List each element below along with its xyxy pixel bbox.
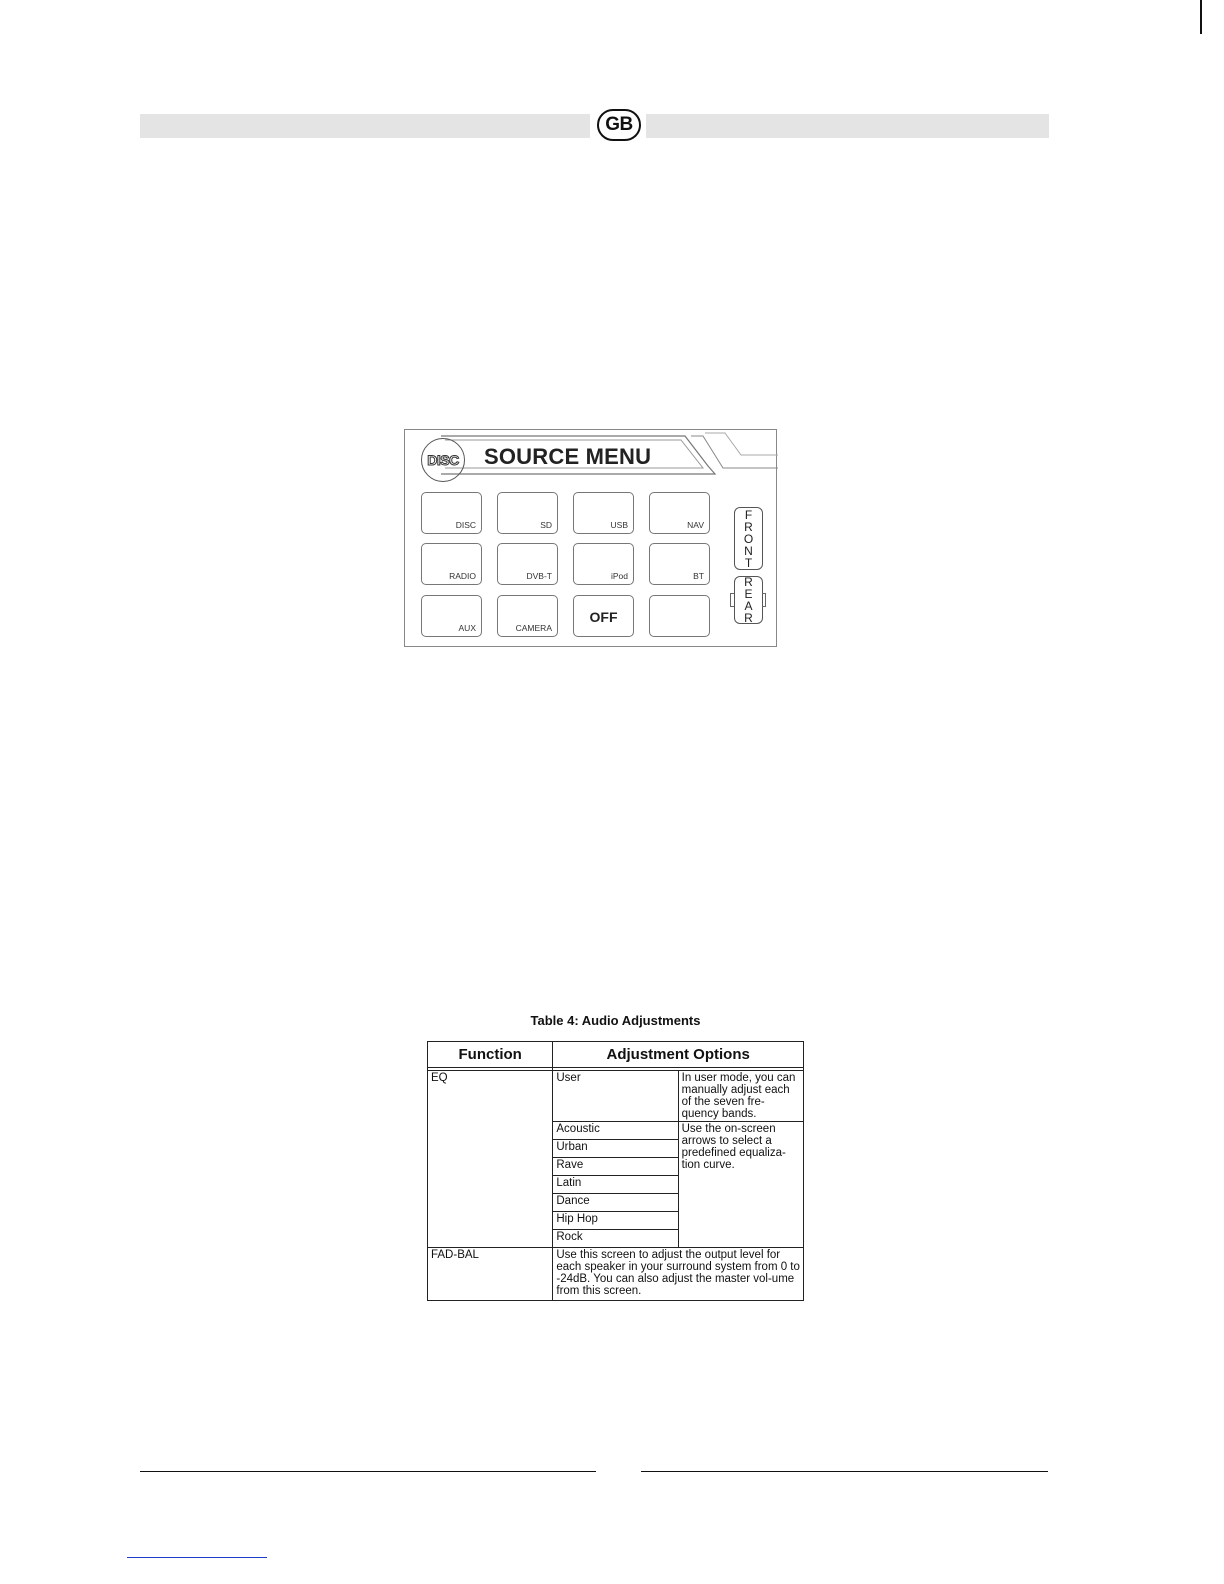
rear-button-notch-right xyxy=(762,593,766,607)
source-tile-off[interactable] xyxy=(573,595,634,637)
language-badge: GB xyxy=(597,109,641,141)
eq-user-cell: User xyxy=(553,1071,678,1122)
table-row xyxy=(428,1248,804,1301)
source-tile-usb[interactable] xyxy=(573,492,634,534)
disc-source-icon[interactable] xyxy=(421,438,465,482)
tile-label: NAV xyxy=(687,520,704,530)
eq-preset-cell: Rock xyxy=(553,1230,678,1248)
footer-rule-left xyxy=(140,1471,596,1472)
footer-link-underline[interactable] xyxy=(127,1557,267,1558)
tile-label: iPod xyxy=(610,571,628,581)
fadbal-desc-cell: Use this screen to adjust the output level for each speaker in your surround system from 0 to -24dB. You can also adjust the master vol-ume from this screen. xyxy=(553,1248,804,1301)
source-tile-ipod[interactable] xyxy=(573,543,634,585)
footer-rule-right xyxy=(641,1471,1048,1472)
source-tile-nav[interactable] xyxy=(649,492,710,534)
source-tile-radio[interactable] xyxy=(421,543,482,585)
eq-function-cell: EQ xyxy=(428,1071,553,1248)
disc-icon-label: DISC xyxy=(427,452,459,468)
fadbal-function-cell: FAD-BAL xyxy=(428,1248,553,1301)
source-menu-title: SOURCE MENU xyxy=(484,444,652,469)
tile-label: AUX xyxy=(458,623,476,633)
tile-label: DVB-T xyxy=(526,571,552,581)
table-header-row xyxy=(428,1042,804,1068)
source-menu-screen xyxy=(404,429,777,647)
eq-preset-cell: Dance xyxy=(553,1194,678,1212)
audio-adjustments-table xyxy=(427,1041,804,1301)
eq-user-desc-cell: In user mode, you can manually adjust each of the seven fre-quency bands. xyxy=(678,1071,803,1122)
source-tile-dvbt[interactable] xyxy=(497,543,558,585)
rear-zone-button[interactable] xyxy=(734,576,763,624)
source-tile-disc[interactable] xyxy=(421,492,482,534)
rear-button-notch-left xyxy=(730,593,734,607)
header-adjustment-options: Adjustment Options xyxy=(553,1042,804,1068)
source-tile-camera[interactable] xyxy=(497,595,558,637)
eq-preset-cell: Acoustic xyxy=(553,1122,678,1140)
crop-mark xyxy=(1200,0,1202,34)
rear-label: REAR xyxy=(744,575,753,625)
tile-label: OFF xyxy=(589,609,618,625)
eq-presets-desc-cell: Use the on-screen arrows to select a predefined equaliza-tion curve. xyxy=(678,1122,803,1248)
source-tile-aux[interactable] xyxy=(421,595,482,637)
tile-label: CAMERA xyxy=(515,623,552,633)
eq-preset-cell: Rave xyxy=(553,1158,678,1176)
source-tile-bt[interactable] xyxy=(649,543,710,585)
table-caption: Table 4: Audio Adjustments xyxy=(530,1013,701,1028)
eq-preset-cell: Urban xyxy=(553,1140,678,1158)
tile-label: DISC xyxy=(455,520,476,530)
source-tile-sd[interactable] xyxy=(497,492,558,534)
tile-label: SD xyxy=(540,520,552,530)
tile-label: RADIO xyxy=(449,571,476,581)
tile-label: BT xyxy=(693,571,704,581)
tile-label: USB xyxy=(610,520,628,530)
front-zone-button[interactable] xyxy=(734,507,763,570)
front-label: FRONT xyxy=(743,507,754,570)
table-row xyxy=(428,1071,804,1122)
eq-preset-cell: Latin xyxy=(553,1176,678,1194)
source-tile-empty[interactable] xyxy=(649,595,710,637)
header-function: Function xyxy=(428,1042,553,1068)
eq-preset-cell: Hip Hop xyxy=(553,1212,678,1230)
